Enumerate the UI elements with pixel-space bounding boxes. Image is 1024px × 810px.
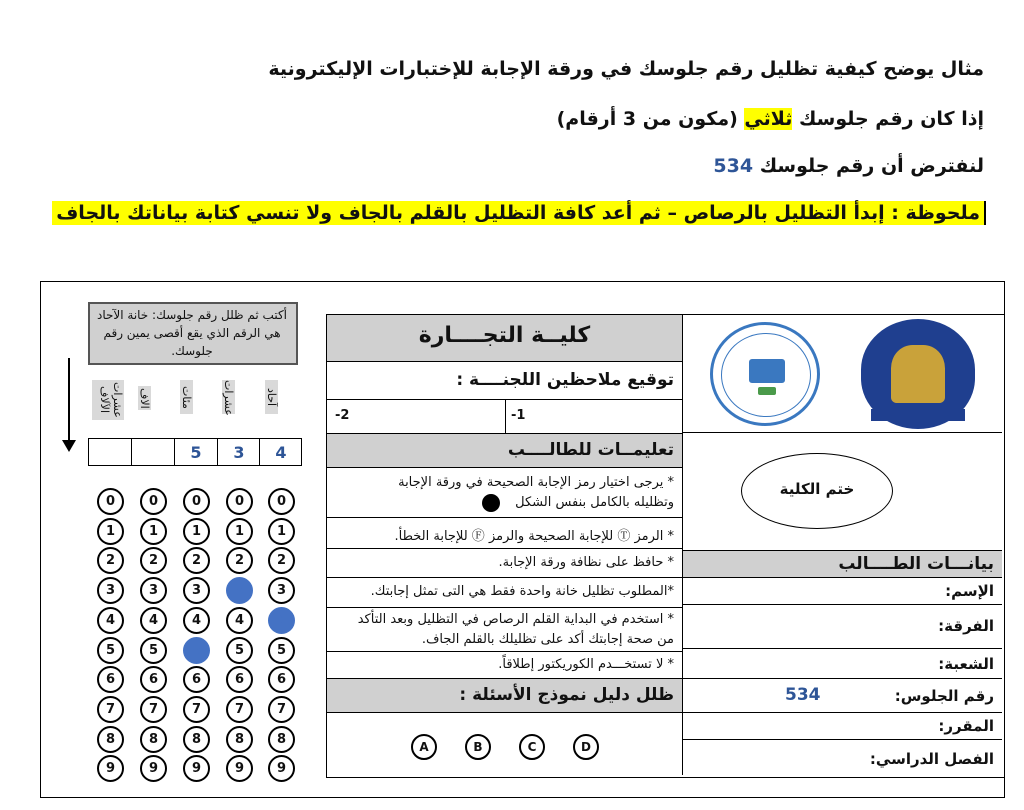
col-header-tenthousands (88, 380, 128, 420)
bubble-col3-digit-0[interactable]: 0 (140, 488, 167, 515)
student-data-title: بيانـــات الطــــالب (838, 554, 994, 574)
division-label: الشعبة: (938, 655, 994, 673)
name-row[interactable] (683, 578, 1002, 605)
bubble-col2-digit-6[interactable]: 6 (183, 666, 210, 693)
bubble-col1-digit-8[interactable]: 8 (226, 726, 253, 753)
bubble-col2-digit-5[interactable]: 5 (183, 637, 210, 664)
bubble-col1-digit-2[interactable]: 2 (226, 547, 253, 574)
bubble-col1-digit-9[interactable]: 9 (226, 755, 253, 782)
model-options-row (327, 713, 682, 775)
bubble-col1-digit-4[interactable]: 4 (226, 607, 253, 634)
instruction-3: * حافظ على نظافة ورقة الإجابة. (498, 555, 674, 570)
bubble-col0-digit-8[interactable]: 8 (268, 726, 295, 753)
instruction-4-row (327, 578, 682, 608)
model-header (327, 679, 682, 713)
bubble-col4-digit-0[interactable]: 0 (97, 488, 124, 515)
instructions-title: تعليمــات للطالــــب (507, 440, 674, 460)
bubble-col2-digit-0[interactable]: 0 (183, 488, 210, 515)
instruction-1: * يرجى اختيار رمز الإجابة الصحيحة في ورقة الإجابة وتظليله بالكامل بنفس الشكل (398, 475, 674, 510)
intro-seat-number: 534 (713, 155, 754, 177)
name-label: الإسم: (945, 582, 994, 600)
seat-row[interactable] (683, 679, 1002, 713)
signature-2: -2 (335, 408, 350, 423)
bubble-col3-digit-8[interactable]: 8 (140, 726, 167, 753)
col-header-thousands-label: الاف (138, 387, 151, 409)
intro-note (52, 202, 986, 224)
down-arrow-icon (68, 358, 70, 446)
logos-row (683, 315, 1002, 433)
instruction-2: * الرمز Ⓣ للإجابة الصحيحة والرمز Ⓕ للإجابة الخطأ. (394, 529, 674, 544)
university-logo (861, 319, 975, 429)
monitor-icon (749, 359, 785, 383)
bubble-col1-digit-7[interactable]: 7 (226, 696, 253, 723)
bubble-col0-digit-2[interactable]: 2 (268, 547, 295, 574)
bubble-col3-digit-9[interactable]: 9 (140, 755, 167, 782)
digit-box-hundreds[interactable]: 5 (190, 443, 202, 462)
bubble-col2-digit-8[interactable]: 8 (183, 726, 210, 753)
arrow-head-icon (62, 440, 76, 452)
bubble-col2-digit-7[interactable]: 7 (183, 696, 210, 723)
bubble-col1-digit-0[interactable]: 0 (226, 488, 253, 515)
bubble-col0-digit-7[interactable]: 7 (268, 696, 295, 723)
bubble-col1-digit-3[interactable]: 3 (226, 577, 253, 604)
instruction-5-row (327, 608, 682, 652)
col-header-tens-label: عشرات (222, 380, 235, 416)
stamp-ellipse (741, 453, 893, 529)
level-row[interactable] (683, 605, 1002, 649)
semester-row[interactable] (683, 740, 1002, 775)
bubble-col2-digit-4[interactable]: 4 (183, 607, 210, 634)
stamp-label: ختم الكلية (779, 480, 855, 498)
bubble-col0-digit-0[interactable]: 0 (268, 488, 295, 515)
bubble-col2-digit-2[interactable]: 2 (183, 547, 210, 574)
bubble-col2-digit-1[interactable]: 1 (183, 518, 210, 545)
stamp-row (683, 433, 1002, 551)
model-title: ظلل دليل نموذج الأسئلة : (459, 685, 674, 705)
instruction-5: * استخدم في البداية القلم الرصاص في التظليل وبعد التأكد من صحة إجابتك أكد على تظليلك بالقلم الجاف. (357, 612, 674, 647)
col-header-units (255, 380, 289, 416)
bubble-col4-digit-4[interactable]: 4 (97, 607, 124, 634)
seat-digit-boxes (88, 438, 302, 466)
digit-box-units[interactable]: 4 (275, 443, 287, 462)
bubble-col2-digit-9[interactable]: 9 (183, 755, 210, 782)
bubble-col0-digit-6[interactable]: 6 (268, 666, 295, 693)
committee-sign-label: توقيع ملاحظين اللجنــــة : (456, 370, 674, 390)
filled-circle-icon (482, 494, 500, 512)
seat-instruction-box (88, 302, 298, 365)
col-header-tens (212, 380, 246, 416)
level-label: الفرقة: (938, 617, 994, 635)
seat-label: رقم الجلوس: (894, 687, 994, 705)
bubble-col2-digit-3[interactable]: 3 (183, 577, 210, 604)
col-header-tenthousands-label: عشرات الآلاف (92, 380, 124, 420)
pharaoh-icon (891, 345, 945, 403)
bubble-col4-digit-5[interactable]: 5 (97, 637, 124, 664)
bubble-col3-digit-7[interactable]: 7 (140, 696, 167, 723)
instruction-6: * لا تستخـــدم الكوريكتور إطلاقاً. (498, 657, 674, 672)
bubble-col0-digit-3[interactable]: 3 (268, 577, 295, 604)
intro-line-3-pre: لنفترض أن رقم جلوسك (753, 155, 984, 177)
signature-row (327, 400, 682, 434)
instruction-1-row (327, 468, 682, 518)
bubble-col4-digit-7[interactable]: 7 (97, 696, 124, 723)
intro-note-text: ملحوظة : إبدأ التظليل بالرصاص – ثم أعد كافة التظليل بالقلم بالجاف ولا تنسي كتابة بياناتك بالجاف (52, 201, 986, 225)
bubble-col3-digit-1[interactable]: 1 (140, 518, 167, 545)
division-row[interactable] (683, 649, 1002, 679)
bubble-col4-digit-3[interactable]: 3 (97, 577, 124, 604)
bubble-col3-digit-3[interactable]: 3 (140, 577, 167, 604)
intro-line-1: مثال يوضح كيفية تظليل رقم جلوسك في ورقة الإجابة للإختبارات الإليكترونية (268, 58, 984, 80)
semester-label: الفصل الدراسي: (869, 750, 994, 768)
intro-line-3 (713, 155, 984, 177)
col-header-thousands (128, 386, 162, 412)
instruction-3-row (327, 549, 682, 578)
intro-line-2-pre: إذا كان رقم جلوسك (792, 108, 984, 130)
bubble-col4-digit-1[interactable]: 1 (97, 518, 124, 545)
bubble-col3-digit-5[interactable]: 5 (140, 637, 167, 664)
bubble-col1-digit-1[interactable]: 1 (226, 518, 253, 545)
course-row[interactable] (683, 713, 1002, 740)
faculty-header (327, 315, 682, 362)
instruction-2-row (327, 518, 682, 549)
faculty-title: كليــة التجــــارة (418, 323, 591, 348)
signature-1: -1 (511, 408, 526, 423)
bubble-col3-digit-4[interactable]: 4 (140, 607, 167, 634)
model-option-a[interactable]: A (411, 734, 437, 760)
bubble-col0-digit-9[interactable]: 9 (268, 755, 295, 782)
col-header-hundreds (170, 380, 204, 416)
bubble-col3-digit-2[interactable]: 2 (140, 547, 167, 574)
bubble-col1-digit-6[interactable]: 6 (226, 666, 253, 693)
sheet-table (326, 314, 1005, 778)
intro-line-2-post: (مكون من 3 أرقام) (556, 108, 745, 130)
bubble-col4-digit-2[interactable]: 2 (97, 547, 124, 574)
student-data-header (683, 551, 1002, 578)
instructions-header (327, 434, 682, 468)
seat-value: 534 (785, 685, 821, 705)
bubble-col0-digit-4[interactable]: 4 (268, 607, 295, 634)
committee-row (327, 362, 682, 400)
bubble-col0-digit-1[interactable]: 1 (268, 518, 295, 545)
bubble-col3-digit-6[interactable]: 6 (140, 666, 167, 693)
digit-box-tens[interactable]: 3 (233, 443, 245, 462)
seat-instruction-text: أكتب ثم ظلل رقم جلوسك: خانة الآحاد هي الرقم الذي يقع أقصى يمين رقم جلوسك. (96, 308, 288, 358)
col-header-units-label: آحاد (265, 380, 278, 414)
instruction-4: *المطلوب تظليل خانة واحدة فقط هي التى تمثل إجابتك. (370, 584, 674, 599)
bubble-col1-digit-5[interactable]: 5 (226, 637, 253, 664)
bubble-col0-digit-5[interactable]: 5 (268, 637, 295, 664)
course-label: المقرر: (938, 717, 994, 735)
evaluation-center-logo (710, 322, 820, 426)
model-option-b[interactable]: B (465, 734, 491, 760)
col-header-hundreds-label: مئات (180, 380, 193, 414)
bubble-col4-digit-6[interactable]: 6 (97, 666, 124, 693)
intro-line-2 (557, 108, 984, 130)
intro-line-2-highlight: ثلاثي (744, 108, 793, 130)
model-option-c[interactable]: C (519, 734, 545, 760)
model-option-d[interactable]: D (573, 734, 599, 760)
bubble-col4-digit-9[interactable]: 9 (97, 755, 124, 782)
bubble-col4-digit-8[interactable]: 8 (97, 726, 124, 753)
instruction-6-row (327, 652, 682, 679)
